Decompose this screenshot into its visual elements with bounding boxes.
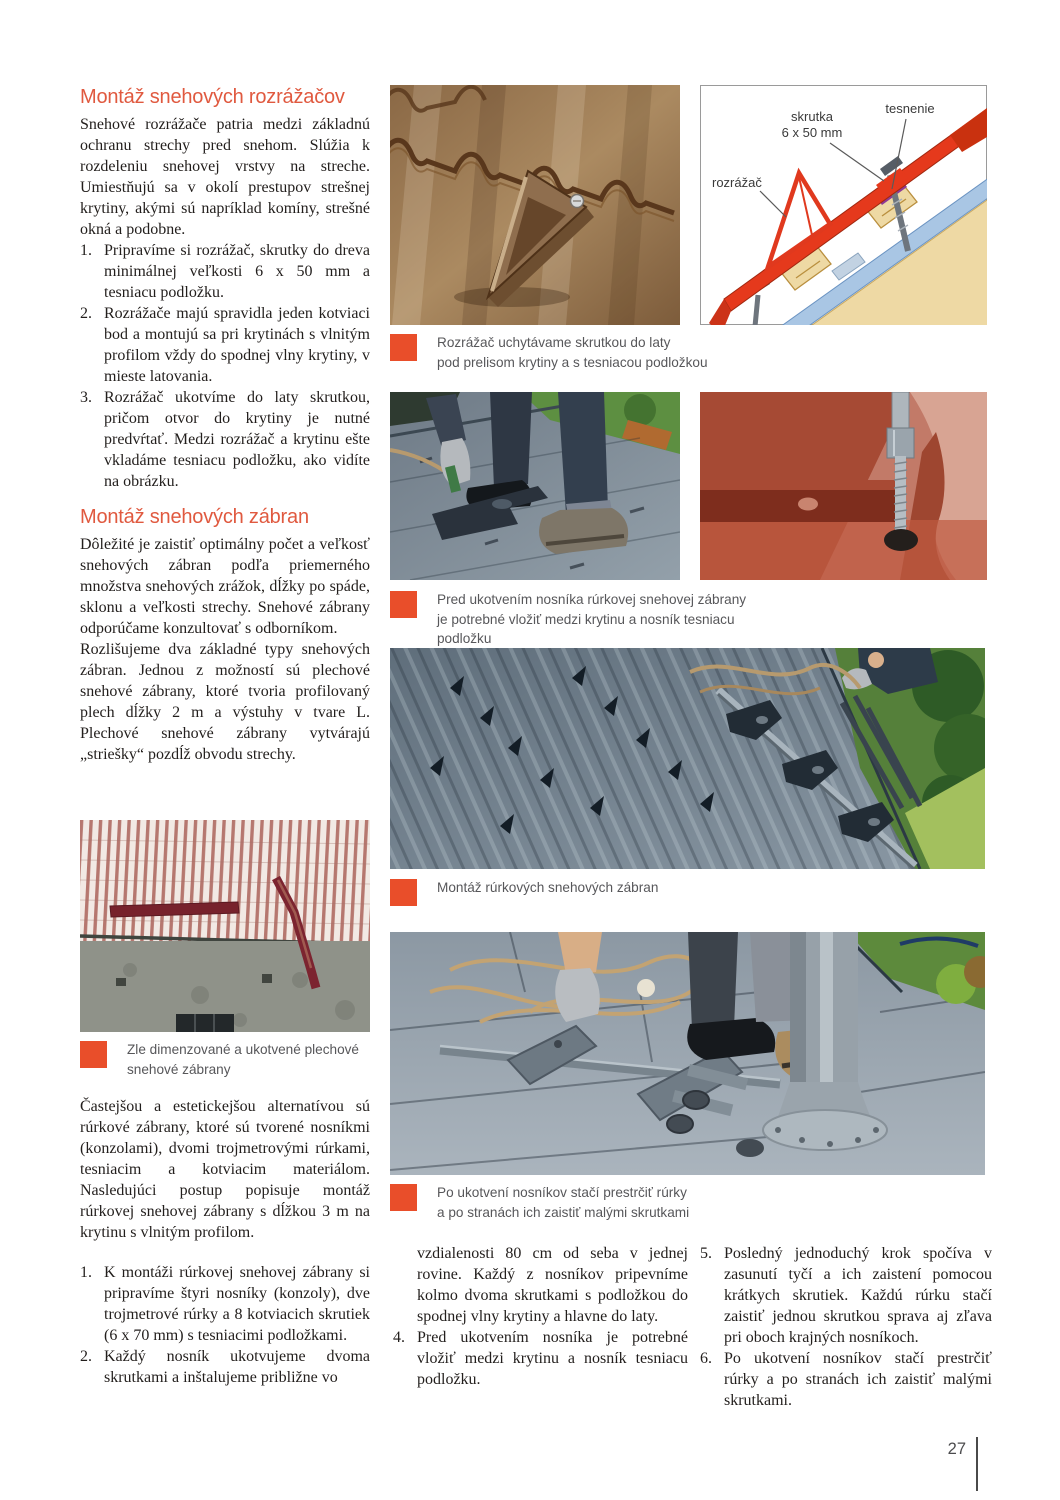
diagram-label-tesnenie: tesnenie — [885, 101, 935, 116]
list-text: Pripravíme si rozrážač, skrutky do dreva minimálnej veľkosti 6 x 50 mm a tesniacu podložku. — [104, 242, 370, 301]
caption-line: Pred ukotvením nosníka rúrkovej snehovej zábrany — [437, 592, 747, 607]
caption-marker-icon — [390, 334, 417, 361]
photo-red-bracket-screw — [700, 392, 987, 580]
left-column — [80, 86, 370, 765]
list-item — [80, 240, 370, 303]
caption-line: Montáž rúrkových snehových zábran — [437, 880, 659, 895]
list-number: 2. — [80, 1348, 92, 1365]
caption-text — [437, 590, 770, 649]
photo-brown-roof-snow-breaker — [390, 85, 680, 325]
page-number: 27 — [947, 1440, 966, 1458]
list-number: 2. — [80, 305, 92, 322]
list-text: vzdialenosti 80 cm od seba v jednej rovine. Každý z nosníkov pripevníme kolmo dvoma skrutkami s podložkou do spodnej vlny krytiny a hlavne do laty. — [417, 1245, 688, 1325]
list-item — [80, 1262, 370, 1346]
bottom-right-column — [700, 1243, 992, 1411]
diagram-label-skrutka-size: 6 x 50 mm — [781, 125, 843, 140]
list-item — [393, 1327, 688, 1390]
diagram-label-rozrazac: rozrážač — [712, 175, 762, 190]
list-item — [700, 1243, 992, 1348]
caption-line: Rozrážač uchytávame skrutkou do laty — [437, 335, 671, 350]
left-bottom-list — [80, 1262, 370, 1388]
list-number: 5. — [700, 1245, 712, 1262]
paragraph: Rozlišujeme dva základné typy snehových zábran. Jednou z možností sú plechové snehové zábrany, ktoré tvoria profilovaný plech dĺžky 2 m a výstuhy v tvare L. Plechové snehové zábrany vytvárajú „striešky“ pozdĺž obvodu strechy. — [80, 641, 370, 763]
list-number: 1. — [80, 1264, 92, 1281]
bottom-middle-column — [393, 1243, 688, 1390]
list-number: 4. — [393, 1329, 405, 1346]
caption-rozrazac — [390, 333, 720, 372]
page-number-divider — [976, 1437, 978, 1491]
caption-prestrcit-rurky — [390, 1183, 770, 1222]
caption-line: a po stranách ich zaistiť malými skrutkami — [437, 1204, 690, 1220]
photo-worker-gray-roof — [390, 392, 680, 580]
caption-line: je potrebné vložiť medzi krytinu a nosník tesniacu podložku — [437, 611, 735, 647]
paragraph: Dôležité je zaistiť optimálny počet a veľkosť snehových zábran podľa priemerného množstva snehových zrážok, dĺžky po spáde, sklonu a veľkosti strechy. Snehové zábrany odporúčame konzultovať s odborníkom. — [80, 536, 370, 637]
photo-tubes-and-vent-pipe — [390, 932, 985, 1175]
caption-line: Po ukotvení nosníkov stačí prestrčiť rúrky — [437, 1185, 687, 1200]
list-item — [80, 387, 370, 492]
list-text: Po ukotvení nosníkov stačí prestrčiť rúrky a po stranách ich zaistiť malými skrutkami. — [724, 1350, 992, 1409]
caption-marker-icon — [390, 1184, 417, 1211]
list-text: Pred ukotvením nosníka je potrebné vložiť medzi krytinu a nosník tesniacu podložku. — [417, 1329, 688, 1388]
list-item — [80, 303, 370, 387]
caption-line: pod prelisom krytiny a s tesniacou podložkou — [437, 354, 708, 370]
photo-tube-guards-installation — [390, 648, 985, 869]
paragraph: Častejšou a estetickejšou alternatívou sú rúrkové zábrany, ktoré sú tvorené nosníkmi (konzolami), dvomi trojmetrovými rúrkami, tesniacim a kotviacim materiálom. Nasledujúci postup popisuje montáž rúrkovej snehovej zábrany s dĺžkou 3 m na krytinu s vlnitým profilom. — [80, 1098, 370, 1241]
section-heading-zabrany: Montáž snehových zábran — [80, 506, 309, 528]
photo-snowy-roof-sheet-guards — [80, 820, 370, 1032]
intro-paragraph: Snehové rozrážače patria medzi základnú ochranu strechy pred snehom. Slúžia k rozdeleniu snehovej vrstvy na streche. Umiestňujú sa v okolí prestupov strešnej krytiny, akými sú napríklad komíny, strešné okná a podobne. — [80, 116, 370, 238]
caption-marker-icon — [390, 591, 417, 618]
diagram-snow-breaker-section — [700, 85, 987, 325]
caption-text — [127, 1040, 359, 1079]
list-number: 3. — [80, 389, 92, 406]
caption-text — [437, 878, 658, 898]
list-number: 6. — [700, 1350, 712, 1367]
caption-line: snehové zábrany — [127, 1061, 231, 1077]
caption-nosnik — [390, 590, 770, 649]
list-text: Rozrážač ukotvíme do laty skrutkou, pričom otvor do krytiny je nutné predvŕtať. Medzi rozrážač a krytinu ešte vkladáme tesniacu podložku, ako vidíte na obrázku. — [104, 389, 370, 490]
caption-sheet-guards — [80, 1040, 380, 1079]
caption-marker-icon — [80, 1041, 107, 1068]
list-text: K montáži rúrkovej snehovej zábrany si pripravíme štyri nosníky (konzoly), dve trojmetrové rúrky a 8 kotviacich skrutiek (6 x 70 mm) s tesniacimi podložkami. — [104, 1264, 370, 1344]
caption-text — [437, 1183, 689, 1222]
list-number: 1. — [80, 242, 92, 259]
list-text: Každý nosník ukotvujeme dvoma skrutkami a inštalujeme približne vo — [104, 1348, 370, 1386]
diagram-label-skrutka: skrutka — [791, 109, 833, 124]
list-item-continuation — [393, 1243, 688, 1327]
list-text: Posledný jednoduchý krok spočíva v zasunutí tyčí a ich zaistení pomocou krátkych skrutiek. Každú rúrku stačí zaistiť jednou skrutkou sprava aj zľava pri oboch krajných nosníkoch. — [724, 1245, 992, 1346]
caption-montaz-rurkovych — [390, 878, 770, 906]
caption-text — [437, 333, 708, 372]
list-item — [700, 1348, 992, 1411]
left-column-lower — [80, 1096, 370, 1243]
list-item — [80, 1346, 370, 1388]
section-heading-rozrazace: Montáž snehových rozrážačov — [80, 86, 345, 108]
caption-marker-icon — [390, 879, 417, 906]
list-text: Rozrážače majú spravidla jeden kotviaci bod a montujú sa pri krytinách s vlnitým profilom vždy do spodnej vlny krytiny, v mieste latovania. — [104, 305, 370, 385]
caption-line: Zle dimenzované a ukotvené plechové — [127, 1042, 359, 1057]
